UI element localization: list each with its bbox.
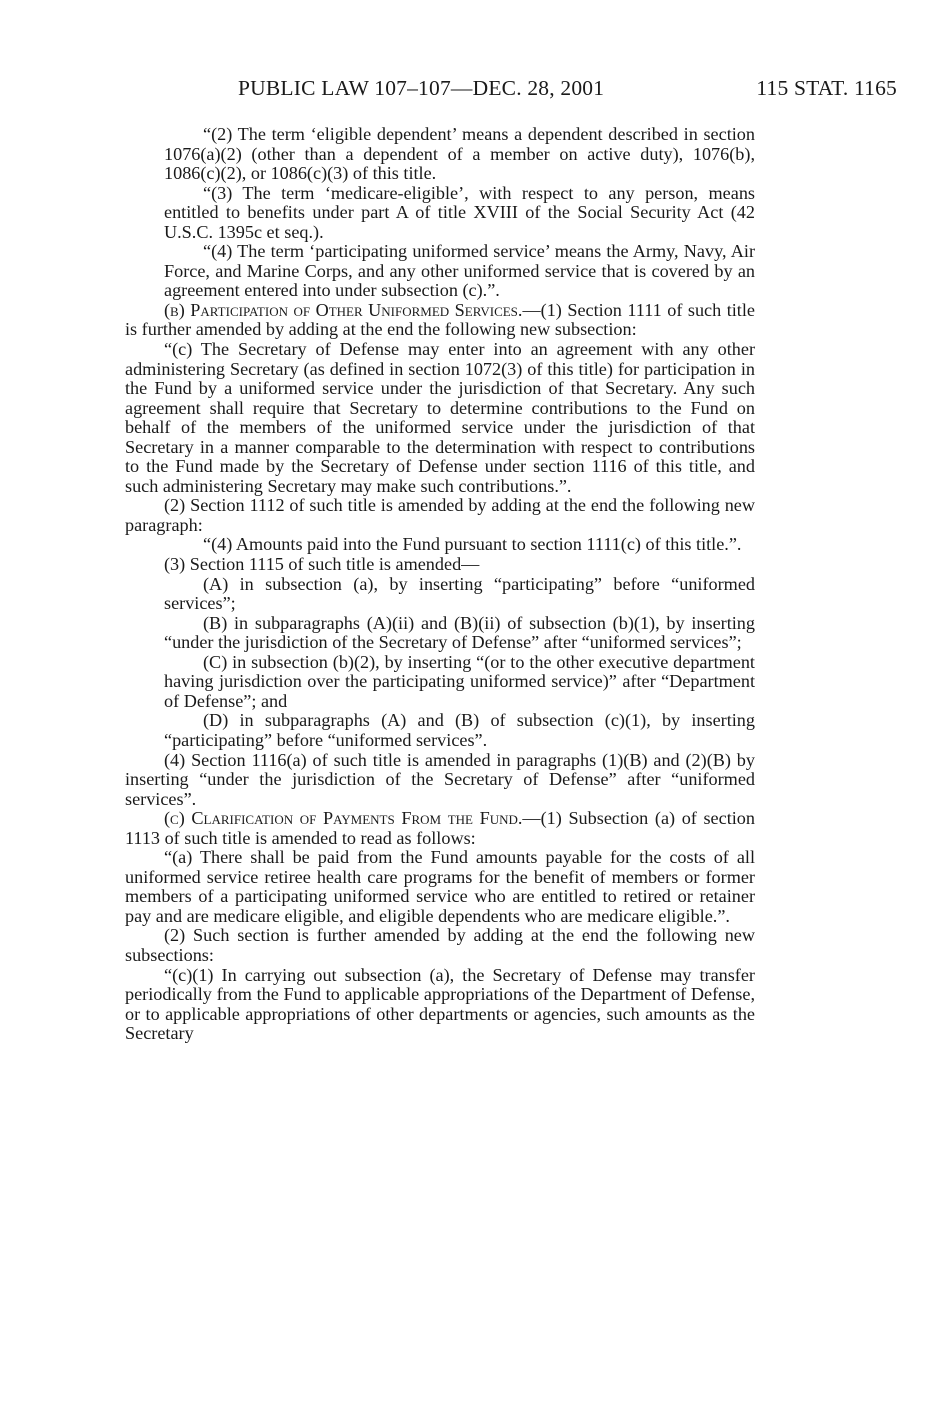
- subsection-heading: (b) Participation of Other Uniformed Services.: [164, 299, 523, 320]
- paragraph-text: —(1) Subsection (a) of section 1113 of such title is amended to read as follows:: [125, 808, 755, 848]
- paragraph: (4) Section 1116(a) of such title is amended in paragraphs (1)(B) and (2)(B) by inserting “under the jurisdiction of the Secretary of Defense” after “uniformed services”.: [125, 749, 755, 809]
- paragraph-text: —(1) Section 1111 of such title is further amended by adding at the end the following new subsection:: [125, 299, 755, 340]
- paragraph: (2) Such section is further amended by adding at the end the following new subsections:: [125, 925, 755, 965]
- paragraph: “(c) The Secretary of Defense may enter into an agreement with any other administering Secretary (as defined in section 1072(3) of this title) for participation in the Fund by a uniformed service under the jurisdiction of that Secretary. Any such agreement shall require that Secretary to determine contributions to the Fund on behalf of the members of the uniformed service under the jurisdiction of that Secretary in a manner comparable to the determination with respect to contributions to the Fund made by the Secretary of Defense under section 1116 of this title, and such administering Secretary may make such contributions.”.: [125, 339, 755, 496]
- section-paragraph: [125, 301, 755, 340]
- paragraph: “(a) There shall be paid from the Fund amounts payable for the costs of all uniformed service retiree health care programs for the benefit of members or former members of a participating uniformed service who are entitled to retired or retainer pay and are medicare eligible, and eligible dependents who are medicare eligible.”.: [125, 847, 755, 926]
- running-header: [125, 76, 897, 106]
- paragraph: (B) in subparagraphs (A)(ii) and (B)(ii) of subsection (b)(1), by inserting “under the jurisdiction of the Secretary of Defense” after “uniformed services”;: [164, 612, 755, 653]
- paragraph: (A) in subsection (a), by inserting “participating” before “uniformed services”;: [164, 573, 755, 614]
- paragraph: “(2) The term ‘eligible dependent’ means a dependent described in section 1076(a)(2) (other than a dependent of a member on active duty), 1076(b), 1086(c)(2), or 1086(c)(3) of this title.: [164, 124, 755, 184]
- paragraph: “(c)(1) In carrying out subsection (a), the Secretary of Defense may transfer periodically from the Fund to applicable appropriations of the Department of Defense, or to applicable appropriations of other departments or agencies, such amounts as the Secretary: [125, 964, 755, 1044]
- section-paragraph: [125, 809, 755, 848]
- body-text: [125, 125, 755, 1044]
- law-title: PUBLIC LAW 107–107—DEC. 28, 2001: [238, 76, 605, 100]
- paragraph: (2) Section 1112 of such title is amended by adding at the end the following new paragraph:: [125, 495, 755, 535]
- subsection-heading: (c) Clarification of Payments From the Fund.: [164, 808, 523, 829]
- paragraph: “(3) The term ‘medicare-eligible’, with respect to any person, means entitled to benefits under part A of title XVIII of the Social Security Act (42 U.S.C. 1395c et seq.).: [164, 182, 755, 242]
- paragraph: (3) Section 1115 of such title is amended—: [164, 554, 480, 575]
- paragraph: (C) in subsection (b)(2), by inserting “(or to the other executive department having jurisdiction over the participating uniformed service)” after “Department of Defense”; and: [164, 651, 755, 711]
- stat-page-reference: 115 STAT. 1165: [756, 76, 897, 100]
- paragraph: (D) in subparagraphs (A) and (B) of subsection (c)(1), by inserting “participating” before “uniformed services”.: [164, 710, 755, 750]
- paragraph: “(4) Amounts paid into the Fund pursuant to section 1111(c) of this title.”.: [203, 534, 742, 555]
- paragraph: “(4) The term ‘participating uniformed service’ means the Army, Navy, Air Force, and Marine Corps, and any other uniformed service that is covered by an agreement entered into under subsection (c).”.: [164, 241, 755, 301]
